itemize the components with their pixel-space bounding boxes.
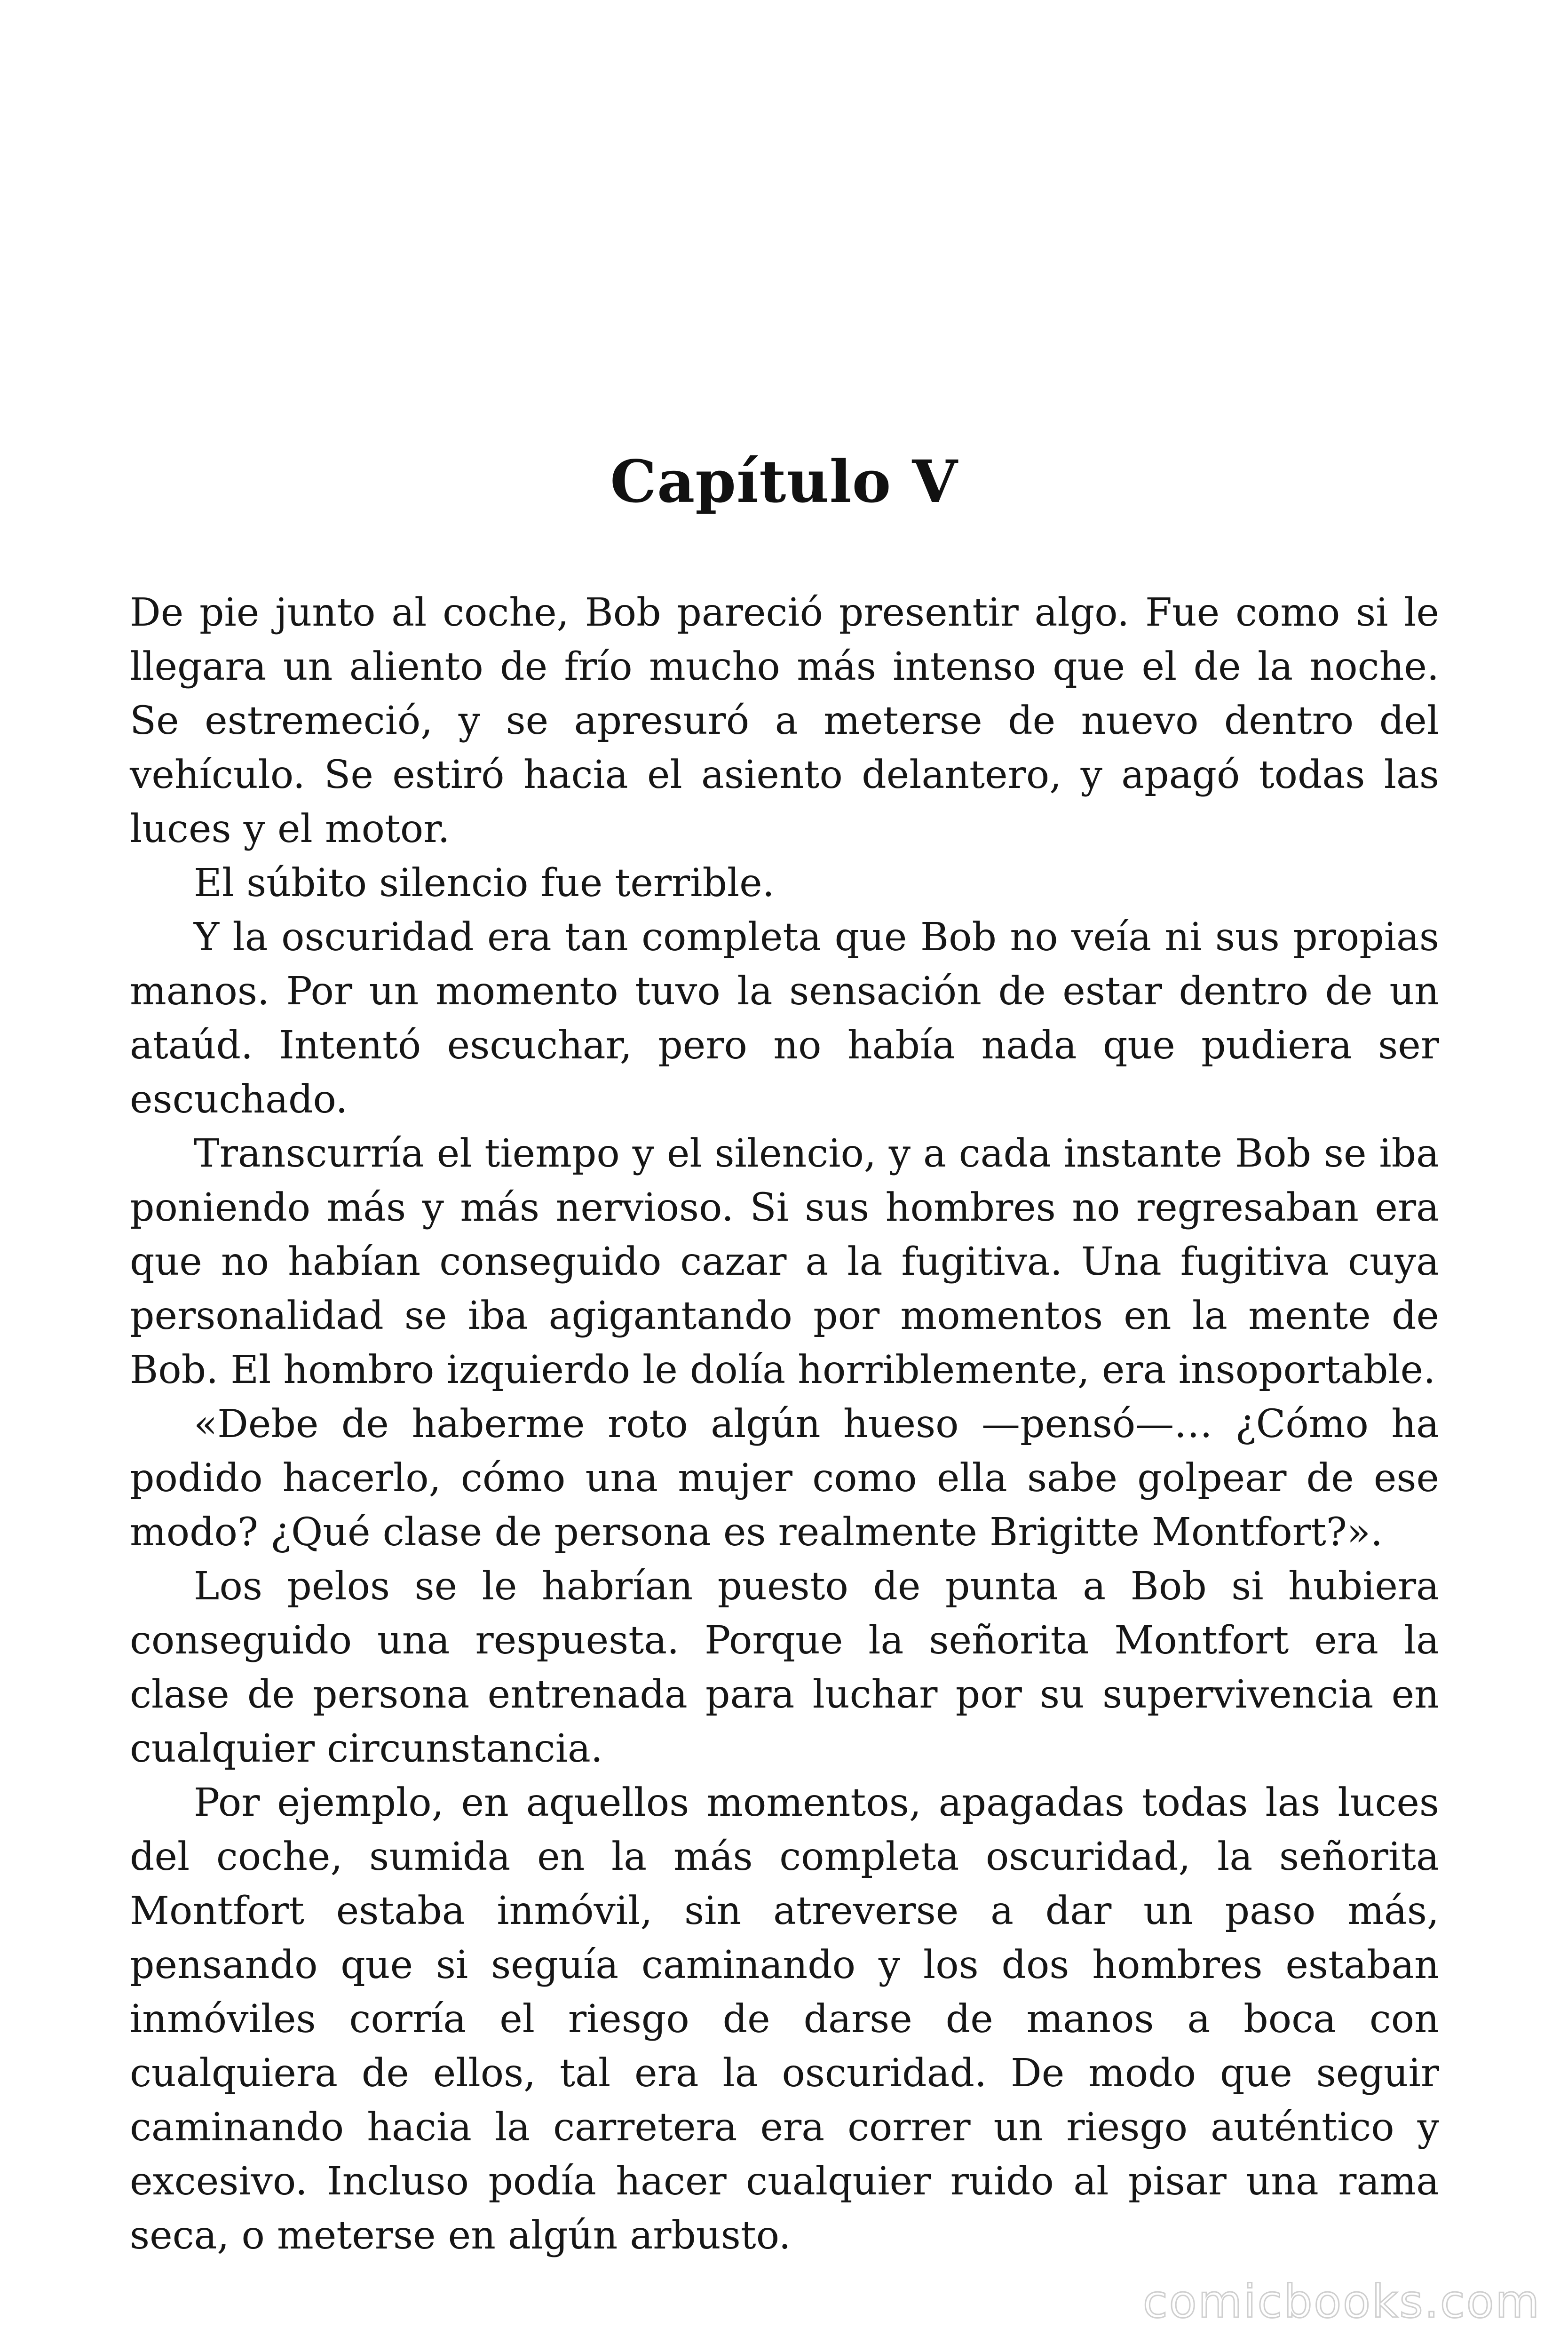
paragraph: Y la oscuridad era tan completa que Bob no veía ni sus propias manos. Por un momento tuvo la sensación de estar dentro de un ataúd. Intentó escuchar, pero no había nada que pudiera ser escuchado. xyxy=(130,915,1439,1122)
paragraph: «Debe de haberme roto algún hueso —pensó—… ¿Cómo ha podido hacerlo, cómo una mujer como ella sabe golpear de ese modo? ¿Qué clase de persona es realmente Brigitte Montfort?». xyxy=(130,1402,1439,1555)
paragraph: Por ejemplo, en aquellos momentos, apagadas todas las luces del coche, sumida en la más completa oscuridad, la señorita Montfort estaba inmóvil, sin atreverse a dar un paso más, pensando que si seguía caminando y los dos hombres estaban inmóviles corría el riesgo de darse de manos a boca con cualquiera de ellos, tal era la oscuridad. De modo que seguir caminando hacia la carretera era correr un riesgo auténtico y excesivo. Incluso podía hacer cualquier ruido al pisar una rama seca, o meterse en algún arbusto. xyxy=(130,1780,1439,2258)
watermark: comicbooks.com xyxy=(1142,2275,1541,2328)
chapter-title: Capítulo V xyxy=(610,448,958,516)
paragraph: Transcurría el tiempo y el silencio, y a cada instante Bob se iba poniendo más y más nervioso. Si sus hombres no regresaban era que no habían conseguido cazar a la fugitiva. Una fugitiva cuya personalidad se iba agigantando por momentos en la mente de Bob. El hombro izquierdo le dolía horriblemente, era insoportable. xyxy=(130,1131,1439,1392)
paragraph: De pie junto al coche, Bob pareció presentir algo. Fue como si le llegara un aliento de frío mucho más intenso que el de la noche. Se estremeció, y se apresuró a meterse de nuevo dentro del vehículo. Se estiró hacia el asiento delantero, y apagó todas las luces y el motor. xyxy=(130,590,1439,851)
paragraph: El súbito silencio fue terrible. xyxy=(194,861,775,906)
paragraph: Los pelos se le habrían puesto de punta a Bob si hubiera conseguido una respuesta. Porque la señorita Montfort era la clase de persona entrenada para luchar por su supervivencia en cualquier circunstancia. xyxy=(130,1564,1439,1771)
chapter-text xyxy=(130,586,1439,2263)
